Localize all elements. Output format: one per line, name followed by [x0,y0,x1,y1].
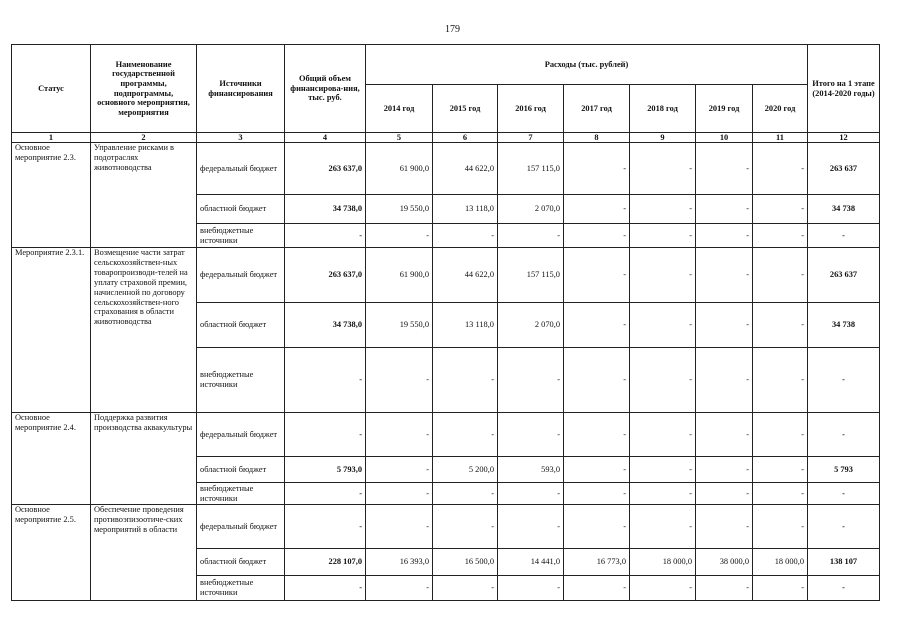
header-status: Статус [12,45,91,133]
table-row [12,505,880,549]
year-value-cell: - [753,505,808,549]
year-value-cell: 2 070,0 [498,303,564,348]
year-value-cell: - [630,413,696,457]
column-number: 9 [630,133,696,143]
stage-total-cell: 263 637 [808,143,880,195]
column-number: 2 [91,133,197,143]
funding-source-cell: внебюджетные источники [197,576,285,601]
total-cell: - [285,224,366,248]
year-value-cell: - [630,143,696,195]
year-value-cell: - [753,303,808,348]
year-value-cell: - [433,413,498,457]
total-cell: - [285,413,366,457]
status-cell: Основное мероприятие 2.3. [12,143,91,248]
year-value-cell: - [696,303,753,348]
year-value-cell: - [366,483,433,505]
header-total: Общий объем финансирова-ния, тыс. руб. [285,45,366,133]
total-cell: 34 738,0 [285,195,366,224]
year-value-cell: 157 115,0 [498,248,564,303]
activity-name-cell: Возмещение части затрат сельскохозяйствен-ных товаропроизводи-телей на уплату страховой премии, начисленной по договору сельскохозяйствен-ного страхования в области животноводства [91,248,197,413]
header-year: 2018 год [630,85,696,133]
column-number: 5 [366,133,433,143]
year-value-cell: 44 622,0 [433,143,498,195]
year-value-cell: - [630,483,696,505]
year-value-cell: - [630,195,696,224]
page-number: 179 [445,24,460,35]
funding-source-cell: федеральный бюджет [197,413,285,457]
year-value-cell: - [753,248,808,303]
table-row [12,248,880,303]
stage-total-cell: 138 107 [808,549,880,576]
column-number: 6 [433,133,498,143]
year-value-cell: - [433,483,498,505]
year-value-cell: - [366,348,433,413]
year-value-cell: - [696,195,753,224]
header-expenses: Расходы (тыс. рублей) [366,45,808,85]
year-value-cell: - [630,224,696,248]
table-row [12,143,880,195]
year-value-cell: - [696,576,753,601]
year-value-cell: 19 550,0 [366,303,433,348]
stage-total-cell: 5 793 [808,457,880,483]
header-year: 2015 год [433,85,498,133]
total-cell: - [285,348,366,413]
activity-name-cell: Обеспечение проведения противоэпизоотиче-ских мероприятий в области [91,505,197,601]
year-value-cell: - [696,348,753,413]
year-value-cell: 2 070,0 [498,195,564,224]
year-value-cell: 44 622,0 [433,248,498,303]
year-value-cell: - [564,348,630,413]
year-value-cell: - [564,195,630,224]
year-value-cell: 38 000,0 [696,549,753,576]
total-cell: - [285,576,366,601]
funding-source-cell: областной бюджет [197,195,285,224]
year-value-cell: - [630,457,696,483]
year-value-cell: 18 000,0 [753,549,808,576]
stage-total-cell: - [808,224,880,248]
year-value-cell: - [564,413,630,457]
funding-source-cell: федеральный бюджет [197,248,285,303]
year-value-cell: 157 115,0 [498,143,564,195]
year-value-cell: - [366,224,433,248]
year-value-cell: - [498,224,564,248]
year-value-cell: - [498,483,564,505]
stage-total-cell: - [808,413,880,457]
column-number: 10 [696,133,753,143]
header-stage-total: Итого на 1 этапе (2014-2020 годы) [808,45,880,133]
funding-source-cell: областной бюджет [197,457,285,483]
year-value-cell: - [630,303,696,348]
column-number: 8 [564,133,630,143]
year-value-cell: - [696,143,753,195]
year-value-cell: 16 500,0 [433,549,498,576]
year-value-cell: 5 200,0 [433,457,498,483]
year-value-cell: - [630,348,696,413]
year-value-cell: - [630,505,696,549]
stage-total-cell: 34 738 [808,195,880,224]
stage-total-cell: - [808,483,880,505]
year-value-cell: - [433,505,498,549]
year-value-cell: - [498,505,564,549]
year-value-cell: - [564,576,630,601]
year-value-cell: - [630,248,696,303]
column-number-row [12,133,880,143]
status-cell: Основное мероприятие 2.4. [12,413,91,505]
year-value-cell: - [564,457,630,483]
year-value-cell: - [753,224,808,248]
year-value-cell: 13 118,0 [433,195,498,224]
funding-source-cell: федеральный бюджет [197,143,285,195]
table-row [12,413,880,457]
year-value-cell: 13 118,0 [433,303,498,348]
funding-source-cell: внебюджетные источники [197,483,285,505]
financing-table [11,44,880,601]
stage-total-cell: - [808,505,880,549]
year-value-cell: - [366,413,433,457]
total-cell: 228 107,0 [285,549,366,576]
year-value-cell: - [564,505,630,549]
funding-source-cell: внебюджетные источники [197,348,285,413]
header-year: 2014 год [366,85,433,133]
year-value-cell: 593,0 [498,457,564,483]
year-value-cell: - [366,576,433,601]
year-value-cell: - [433,576,498,601]
total-cell: 34 738,0 [285,303,366,348]
total-cell: - [285,505,366,549]
year-value-cell: 19 550,0 [366,195,433,224]
year-value-cell: - [696,248,753,303]
year-value-cell: 14 441,0 [498,549,564,576]
total-cell: 263 637,0 [285,143,366,195]
year-value-cell: - [498,413,564,457]
year-value-cell: - [564,143,630,195]
year-value-cell: 61 900,0 [366,248,433,303]
year-value-cell: - [753,143,808,195]
year-value-cell: - [696,505,753,549]
header-sources: Источники финансирования [197,45,285,133]
year-value-cell: - [433,224,498,248]
stage-total-cell: 263 637 [808,248,880,303]
year-value-cell: - [564,248,630,303]
year-value-cell: - [696,224,753,248]
funding-source-cell: областной бюджет [197,549,285,576]
column-number: 4 [285,133,366,143]
funding-source-cell: федеральный бюджет [197,505,285,549]
year-value-cell: - [696,483,753,505]
stage-total-cell: 34 738 [808,303,880,348]
year-value-cell: - [366,505,433,549]
funding-source-cell: внебюджетные источники [197,224,285,248]
activity-name-cell: Управление рисками в подотраслях животноводства [91,143,197,248]
year-value-cell: - [498,348,564,413]
year-value-cell: - [696,457,753,483]
year-value-cell: - [696,413,753,457]
status-cell: Мероприятие 2.3.1. [12,248,91,413]
header-name: Наименование государственной программы, подпрограммы, основного мероприятия, мероприятия [91,45,197,133]
total-cell: 263 637,0 [285,248,366,303]
status-cell: Основное мероприятие 2.5. [12,505,91,601]
year-value-cell: - [753,348,808,413]
column-number: 11 [753,133,808,143]
year-value-cell: - [753,195,808,224]
column-number: 7 [498,133,564,143]
year-value-cell: - [564,303,630,348]
stage-total-cell: - [808,576,880,601]
column-number: 3 [197,133,285,143]
year-value-cell: - [753,457,808,483]
header-year: 2017 год [564,85,630,133]
year-value-cell: - [564,483,630,505]
column-number: 12 [808,133,880,143]
total-cell: - [285,483,366,505]
column-number: 1 [12,133,91,143]
total-cell: 5 793,0 [285,457,366,483]
funding-source-cell: областной бюджет [197,303,285,348]
year-value-cell: - [366,457,433,483]
year-value-cell: - [630,576,696,601]
year-value-cell: 16 773,0 [564,549,630,576]
year-value-cell: - [753,576,808,601]
year-value-cell: - [753,483,808,505]
activity-name-cell: Поддержка развития производства аквакультуры [91,413,197,505]
header-year: 2020 год [753,85,808,133]
year-value-cell: 61 900,0 [366,143,433,195]
header-year: 2019 год [696,85,753,133]
year-value-cell: 16 393,0 [366,549,433,576]
header-year: 2016 год [498,85,564,133]
year-value-cell: - [433,348,498,413]
year-value-cell: - [753,413,808,457]
year-value-cell: 18 000,0 [630,549,696,576]
stage-total-cell: - [808,348,880,413]
year-value-cell: - [564,224,630,248]
year-value-cell: - [498,576,564,601]
